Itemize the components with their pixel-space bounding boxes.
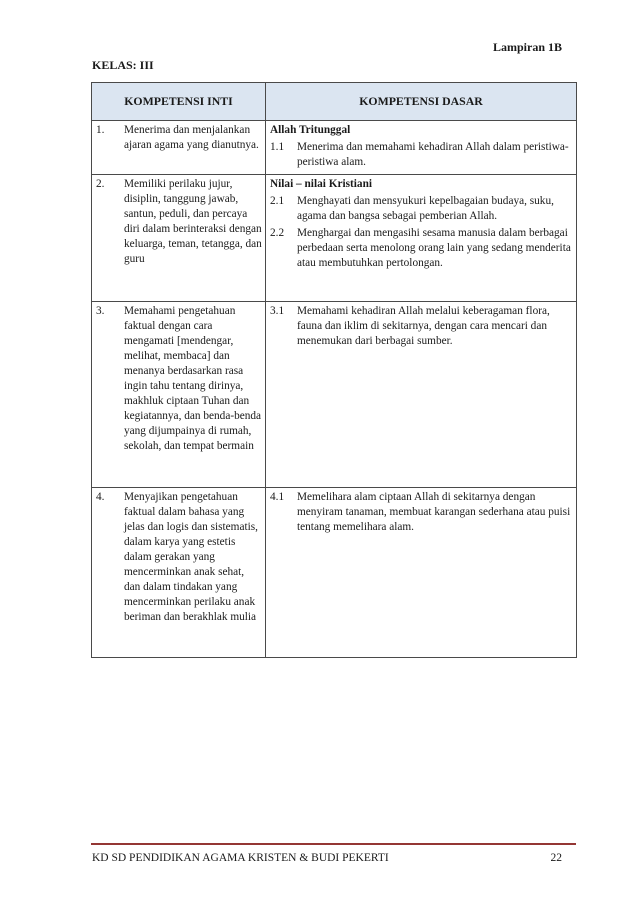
kd-cell xyxy=(266,488,577,658)
kd-item xyxy=(270,304,572,349)
kd-cell xyxy=(266,302,577,488)
table-row xyxy=(92,121,577,175)
column-header-kd: KOMPETENSI DASAR xyxy=(266,83,577,121)
lampiran-label: Lampiran 1B xyxy=(492,40,562,54)
ki-cell xyxy=(92,302,266,488)
kd-text: Menghayati dan mensyukuri kepelbagaian budaya, suku, agama dan bangsa sebagai pemberian Allah. xyxy=(297,195,554,222)
kd-number: 2.1 xyxy=(270,195,285,207)
ki-cell xyxy=(92,488,266,658)
kd-number: 2.2 xyxy=(270,227,285,239)
footer-rule xyxy=(91,843,576,845)
kd-text: Menghargai dan mengasihi sesama manusia dalam berbagai perbedaan serta menolong orang lain yang sedang menderita atau membutuhkan pertolongan. xyxy=(297,227,571,269)
kelas-label: KELAS: III xyxy=(92,58,154,72)
kd-number: 3.1 xyxy=(270,305,285,317)
kd-item xyxy=(270,194,572,224)
kd-cell xyxy=(266,121,577,175)
ki-text: Memahami pengetahuan faktual dengan cara mengamati [mendengar, melihat, membaca] dan menanya berdasarkan rasa ingin tahu tentang dirinya, makhluk ciptaan Tuhan dan kegiatannya, dan benda-benda yang dijumpainya di rumah, sekolah, dan tempat bermain xyxy=(124,305,262,452)
table-row xyxy=(92,302,577,488)
ki-text: Menerima dan menjalankan ajaran agama yang dianutnya. xyxy=(124,124,259,151)
table-header-row xyxy=(92,83,577,121)
kd-cell xyxy=(266,175,577,302)
kompetensi-table xyxy=(91,82,577,658)
ki-number: 3. xyxy=(96,305,105,317)
kd-text: Menerima dan memahami kehadiran Allah dalam peristiwa-peristiwa alam. xyxy=(297,141,569,168)
ki-cell xyxy=(92,121,266,175)
table-row xyxy=(92,175,577,302)
page-number: 22 xyxy=(550,852,562,864)
kd-text: Memelihara alam ciptaan Allah di sekitarnya dengan menyiram tanaman, membuat karangan sederhana atau puisi tentang memelihara alam. xyxy=(297,491,571,533)
ki-text: Menyajikan pengetahuan faktual dalam bahasa yang jelas dan logis dan sistematis, dalam karya yang estetis dalam gerakan yang mencerminkan anak sehat, dan dalam tindakan yang mencerminkan perilaku anak beriman dan berakhlak mulia xyxy=(124,491,258,623)
kd-heading: Allah Tritunggal xyxy=(270,124,351,136)
ki-number: 4. xyxy=(96,491,105,503)
kd-item xyxy=(270,490,572,535)
ki-number: 2. xyxy=(96,178,105,190)
ki-text: Memiliki perilaku jujur, disiplin, tanggung jawab, santun, peduli, dan percaya diri dalam berinteraksi dengan keluarga, teman, tetangga, dan guru xyxy=(124,178,262,265)
ki-number: 1. xyxy=(96,124,105,136)
kd-text: Memahami kehadiran Allah melalui keberagaman flora, fauna dan iklim di sekitarnya, dengan cara mencari dan menemukan dari berbagai sumber. xyxy=(297,305,550,347)
kd-number: 4.1 xyxy=(270,491,285,503)
kd-item xyxy=(270,226,572,271)
column-header-ki: KOMPETENSI INTI xyxy=(92,83,266,121)
ki-cell xyxy=(92,175,266,302)
footer-title: KD SD PENDIDIKAN AGAMA KRISTEN & BUDI PEKERTI xyxy=(92,852,389,864)
kd-number: 1.1 xyxy=(270,141,285,153)
kd-heading: Nilai – nilai Kristiani xyxy=(270,178,372,190)
kd-item xyxy=(270,140,572,170)
table-row xyxy=(92,488,577,658)
